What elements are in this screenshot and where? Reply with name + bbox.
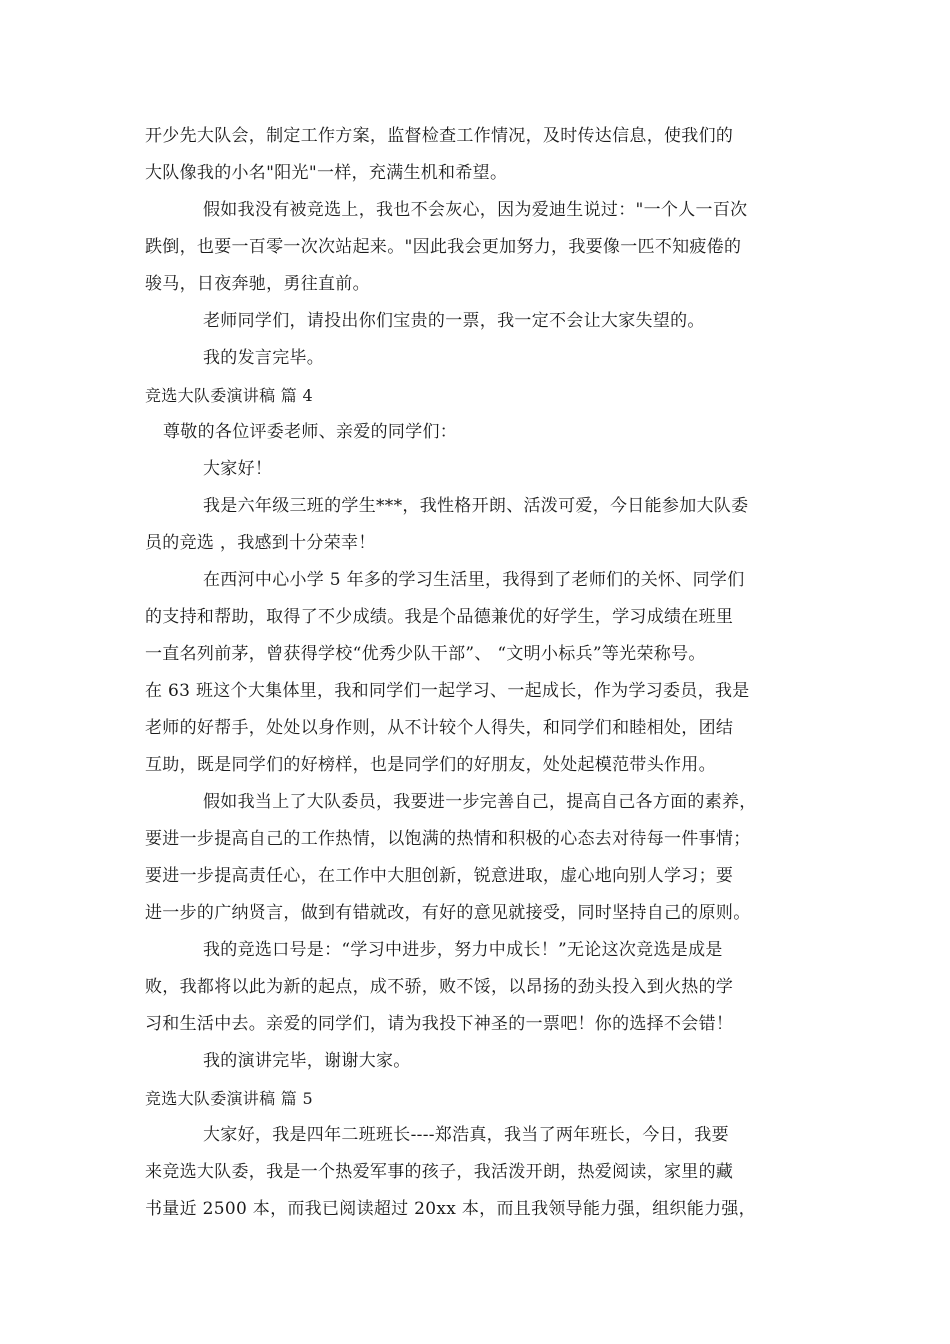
text-line: 老师的好帮手，处处以身作则，从不计较个人得失，和同学们和睦相处，团结 [145, 718, 734, 738]
paragraph-start: 在西河中心小学 5 年多的学习生活里，我得到了老师们的关怀、同学们 [203, 570, 745, 590]
paragraph-start: 大家好，我是四年二班班长----郑浩真，我当了两年班长，今日，我要 [203, 1125, 729, 1145]
text-line: 败，我都将以此为新的起点，成不骄，败不馁，以昂扬的劲头投入到火热的学 [145, 977, 734, 997]
greeting: 大家好！ [203, 459, 273, 479]
document-page [145, 118, 805, 1228]
paragraph-start: 假如我没有被竞选上，我也不会灰心，因为爱迪生说过："一个人一百次 [203, 200, 748, 220]
text-line: 要进一步提高自己的工作热情，以饱满的热情和积极的心态去对待每一件事情； [145, 829, 751, 849]
section-heading-5: 竞选大队委演讲稿 篇 5 [145, 1089, 313, 1108]
section-heading-4: 竞选大队委演讲稿 篇 4 [145, 386, 313, 405]
text-line: 员的竞选 ，我感到十分荣幸！ [145, 533, 376, 553]
paragraph-start: 我的演讲完毕，谢谢大家。 [203, 1051, 411, 1071]
paragraph-start: 假如我当上了大队委员，我要进一步完善自己，提高自己各方面的素养， [203, 792, 757, 812]
paragraph-start: 老师同学们，请投出你们宝贵的一票，我一定不会让大家失望的。 [203, 311, 705, 331]
text-line: 来竞选大队委，我是一个热爱军事的孩子，我活泼开朗，热爱阅读，家里的藏 [145, 1162, 734, 1182]
text-line: 跌倒，也要一百零一次次站起来。"因此我会更加努力，我要像一匹不知疲倦的 [145, 237, 742, 257]
text-line: 要进一步提高责任心，在工作中大胆创新，锐意进取，虚心地向别人学习；要 [145, 866, 734, 886]
text-line: 的支持和帮助，取得了不少成绩。我是个品德兼优的好学生，学习成绩在班里 [145, 607, 734, 627]
text-line: 大队像我的小名"阳光"一样，充满生机和希望。 [145, 163, 508, 183]
paragraph-start: 我是六年级三班的学生***，我性格开朗、活泼可爱，今日能参加大队委 [203, 496, 749, 516]
text-line: 习和生活中去。亲爱的同学们，请为我投下神圣的一票吧！你的选择不会错！ [145, 1014, 734, 1034]
paragraph-start: 我的竞选口号是：“学习中进步，努力中成长！”无论这次竞选是成是 [203, 940, 723, 960]
text-line: 一直名列前茅，曾获得学校“优秀少队干部”、 “文明小标兵”等光荣称号。 [145, 644, 706, 664]
text-line: 进一步的广纳贤言，做到有错就改，有好的意见就接受，同时坚持自己的原则。 [145, 903, 751, 923]
text-line: 开少先大队会，制定工作方案，监督检查工作情况，及时传达信息，使我们的 [145, 126, 734, 146]
text-line: 在 63 班这个大集体里，我和同学们一起学习、一起成长，作为学习委员，我是 [145, 681, 750, 701]
paragraph-start: 我的发言完毕。 [203, 348, 325, 368]
text-line: 互助，既是同学们的好榜样，也是同学们的好朋友，处处起模范带头作用。 [145, 755, 716, 775]
salutation: 尊敬的各位评委老师、亲爱的同学们： [163, 422, 458, 442]
text-line: 骏马，日夜奔驰，勇往直前。 [145, 274, 370, 294]
text-line: 书量近 2500 本，而我已阅读超过 20xx 本，而且我领导能力强，组织能力强， [145, 1199, 756, 1219]
